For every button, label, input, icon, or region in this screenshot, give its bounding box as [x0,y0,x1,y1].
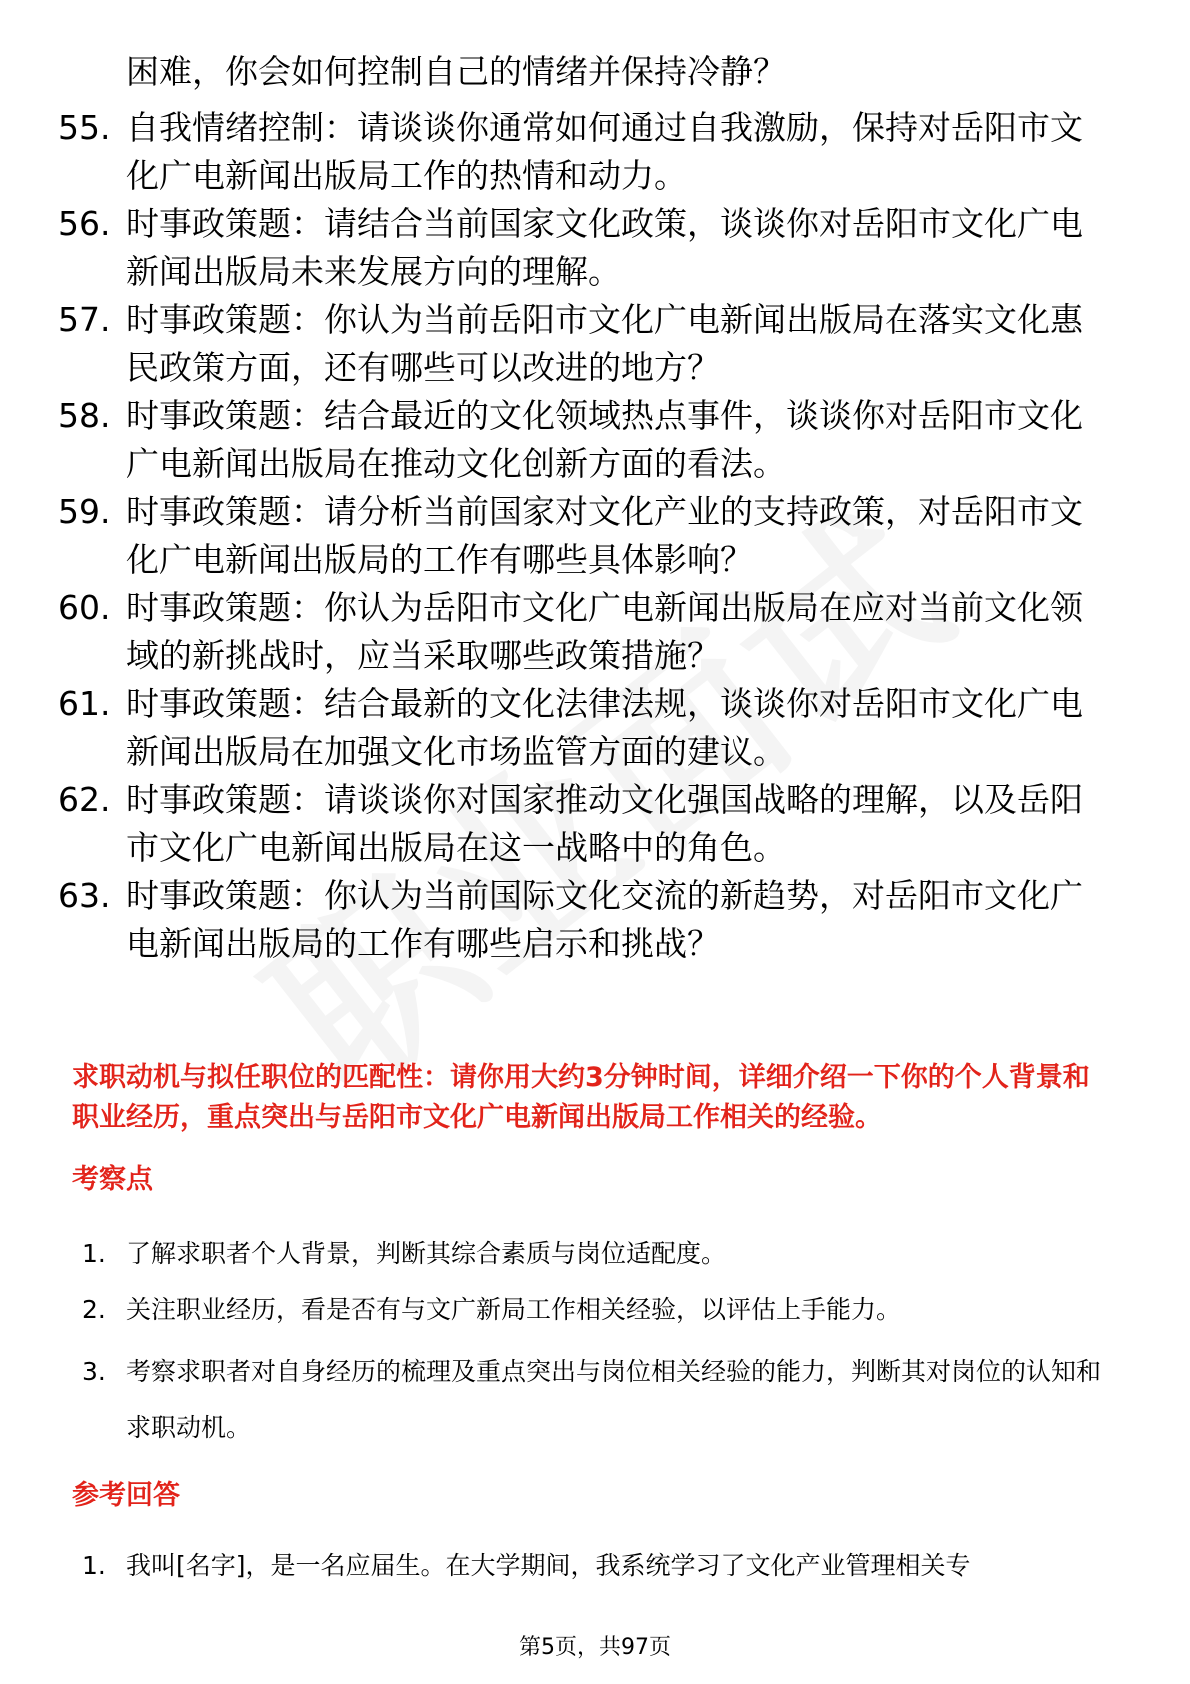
question-text [126,584,1096,680]
assessment-label: 考察点 [72,1164,153,1195]
question-category: 时事政策题： [126,684,324,723]
question-text [126,488,1096,584]
question-number: 56. [58,204,111,243]
question-body: 请结合当前国家文化政策，谈谈你对岳阳市文化广电新闻出版局未来发展方向的理解。 [126,204,1083,291]
question-category: 时事政策题： [126,588,324,627]
question-number: 58. [58,396,111,435]
question-60 [58,584,1108,680]
point-number: 1. [82,1239,106,1268]
question-body: 请分析当前国家对文化产业的支持政策，对岳阳市文化广电新闻出版局的工作有哪些具体影响？ [126,492,1083,579]
question-body: 请谈谈你对国家推动文化强国战略的理解，以及岳阳市文化广电新闻出版局在这一战略中的角色。 [126,780,1083,867]
question-text [126,872,1096,968]
question-body: 结合最新的文化法律法规，谈谈你对岳阳市文化广电新闻出版局在加强文化市场监管方面的建议。 [126,684,1083,771]
question-body: 你认为岳阳市文化广电新闻出版局在应对当前文化领域的新挑战时，应当采取哪些政策措施？ [126,588,1083,675]
question-category: 时事政策题： [126,204,324,243]
question-number: 55. [58,108,111,147]
question-62 [58,776,1108,872]
question-body: 你认为当前国际文化交流的新趋势，对岳阳市文化广电新闻出版局的工作有哪些启示和挑战？ [126,876,1083,963]
question-number: 63. [58,876,111,915]
point-number: 3. [82,1357,106,1386]
question-body: 你认为当前岳阳市文化广电新闻出版局在落实文化惠民政策方面，还有哪些可以改进的地方？ [126,300,1083,387]
assessment-point-1 [82,1232,1122,1276]
question-number: 59. [58,492,111,531]
question-58 [58,392,1108,488]
point-text: 我叫[名字]，是一名应届生。在大学期间，我系统学习了文化产业管理相关专 [126,1551,971,1580]
question-category: 时事政策题： [126,396,324,435]
question-text [126,104,1096,200]
question-category: 时事政策题： [126,780,324,819]
question-text [126,776,1096,872]
question-61 [58,680,1108,776]
point-text: 了解求职者个人背景，判断其综合素质与岗位适配度。 [126,1239,727,1268]
page-footer: 第5页，共97页 [519,1635,671,1660]
question-55 [58,104,1108,200]
question-text [126,296,1096,392]
question-54-continuation: 困难，你会如何控制自己的情绪并保持冷静？ [126,52,786,91]
question-text [126,680,1096,776]
reference-point-1 [82,1544,1122,1588]
question-body: 请谈谈你通常如何通过自我激励，保持对岳阳市文化广电新闻出版局工作的热情和动力。 [126,108,1083,195]
question-number: 57. [58,300,111,339]
question-59 [58,488,1108,584]
question-text [126,200,1096,296]
highlight-question: 求职动机与拟任职位的匹配性：请你用大约3分钟时间，详细介绍一下你的个人背景和职业经历，重点突出与岳阳市文化广电新闻出版局工作相关的经验。 [72,1062,1090,1133]
question-number: 61. [58,684,111,723]
point-text: 考察求职者对自身经历的梳理及重点突出与岗位相关经验的能力，判断其对岗位的认知和求职动机。 [126,1357,1102,1442]
question-category: 时事政策题： [126,300,324,339]
point-text: 关注职业经历，看是否有与文广新局工作相关经验，以评估上手能力。 [126,1295,902,1324]
point-number: 2. [82,1295,106,1324]
point-number: 1. [82,1551,106,1580]
question-number: 62. [58,780,111,819]
question-63 [58,872,1108,968]
question-text [126,392,1096,488]
assessment-point-2 [82,1288,1122,1332]
question-category: 时事政策题： [126,876,324,915]
question-number: 60. [58,588,111,627]
question-category: 时事政策题： [126,492,324,531]
question-body: 结合最近的文化领域热点事件，谈谈你对岳阳市文化广电新闻出版局在推动文化创新方面的看法。 [126,396,1083,483]
reference-label: 参考回答 [72,1480,180,1511]
question-57 [58,296,1108,392]
question-category: 自我情绪控制： [126,108,357,147]
question-56 [58,200,1108,296]
assessment-point-3 [82,1344,1122,1456]
